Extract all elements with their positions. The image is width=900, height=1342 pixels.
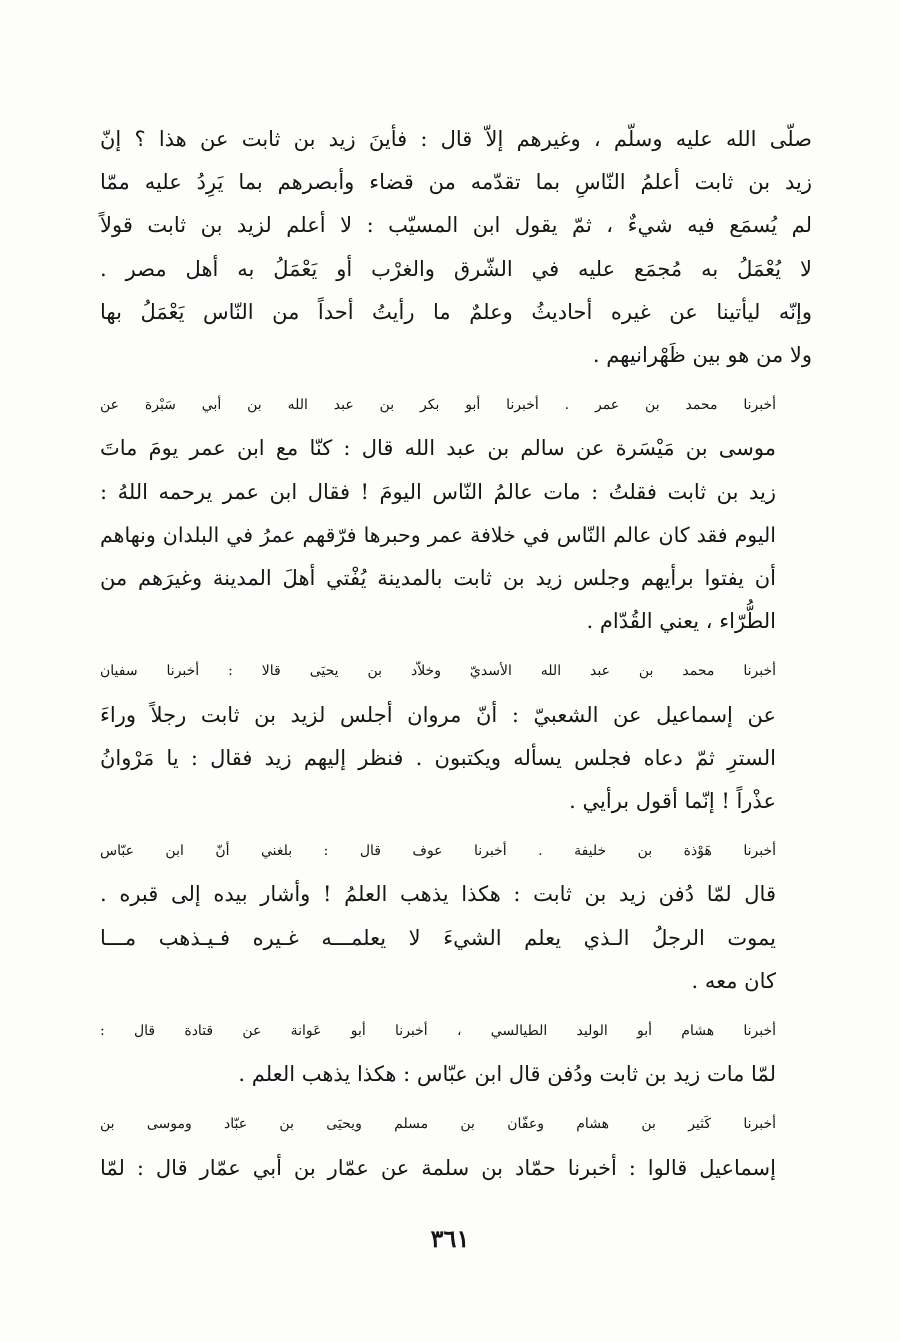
text-line: عن إسماعيل عن الشعبيّ : أنّ مروان أجلس لزيد بن ثابت رجلاً وراءَ (100, 702, 776, 727)
text-line: ولا من هو بين ظَهْرانيهم . (592, 343, 812, 368)
text-line: زيد بن ثابت فقلتُ : مات عالمُ النّاس اليومَ ! فقال ابن عمر يرحمه اللهُ : (100, 479, 776, 504)
paragraph-1 (100, 118, 812, 377)
text-line: الطُّرّاء ، يعني القُدّام . (586, 609, 776, 634)
text-line: أخبرنا محمد بن عبد الله الأسديّ وخلاّد بن يحيَى قالا : أخبرنا سفيان (100, 663, 776, 680)
text-line: السترِ ثمّ دعاه فجلس يسأله ويكتبون . فنظر إليهم زيد فقال : يا مَرْوانُ (100, 745, 776, 770)
paragraph-5 (100, 1010, 812, 1096)
paragraph-6 (100, 1103, 812, 1189)
text-line: صلّى الله عليه وسلّم ، وغيرهم إلاّ قال : فأينَ زيد بن ثابت عن هذا ؟ إنّ (100, 127, 812, 151)
text-line: أخبرنا هشام أبو الوليد الطيالسي ، أخبرنا أبو عَوانة عن قتادة قال : (100, 1023, 776, 1040)
text-line: أخبرنا كَثير بن هشام وعفّان بن مسلم ويحيَى بن عبّاد وموسى بن (100, 1116, 776, 1133)
text-line: زيد بن ثابت أعلمُ النّاسِ بما تقدّمه من قضاء وأبصرهم بما يَرِدُ عليه ممّا (100, 170, 812, 195)
text-line: عذْراً ! إنّما أقول برأيي . (569, 789, 776, 814)
text-line: لمّا مات زيد بن ثابت ودُفن قال ابن عبّاس : هكذا يذهب العلم . (238, 1062, 776, 1087)
paragraph-3 (100, 650, 812, 823)
text-line: أن يفتوا برأيهم وجلس زيد بن ثابت بالمدينة يُفْتي أهلَ المدينة وغيرَهم من (100, 566, 776, 591)
page-body (100, 118, 812, 1190)
text-line: موسى بن مَيْسَرة عن سالم بن عبد الله قال : كنّا مع ابن عمر يومَ ماتَ (100, 436, 776, 461)
text-line: وإنّه ليأتينا عن غيره أحاديثُ وعلمٌ ما رأيتُ أحداً من النّاس يَعْمَلُ بها (100, 299, 812, 324)
text-line: لا يُعْمَلُ به مُجمَع عليه في الشّرق والغرْب أو يَعْمَلُ به أهل مصر . (100, 256, 812, 281)
paragraph-4 (100, 830, 812, 1003)
text-line: يموت الرجلُ الـذي يعلم الشيءَ لا يعلمـــه غـيره فـيـذهب مـــا (100, 925, 776, 950)
text-line: أخبرنا هَوْذة بن خليفة . أخبرنا عوف قال : بلغني أنّ ابن عبّاس (100, 843, 776, 860)
text-line: كان معه . (691, 968, 776, 993)
page-number: ٣٦١ (430, 1224, 470, 1253)
text-line: قال لمّا دُفن زيد بن ثابت : هكذا يذهب العلمُ ! وأشار بيده إلى قبره . (100, 882, 776, 907)
text-line: إسماعيل قالوا : أخبرنا حمّاد بن سلمة عن عمّار بن أبي عمّار قال : لمّا (100, 1155, 776, 1180)
paragraph-2 (100, 384, 812, 643)
text-line: لم يُسمَع فيه شيءٌ ، ثمّ يقول ابن المسيّب : لا أعلم لزيد بن ثابت قولاً (100, 213, 812, 238)
text-line: أخبرنا محمد بن عمر . أخبرنا أبو بكر بن عبد الله بن أبي سَبْرة عن (100, 397, 776, 414)
text-line: اليوم فقد كان عالم النّاس في خلافة عمر وحبرها فرّقهم عمرُ في البلدان ونهاهم (100, 522, 776, 547)
